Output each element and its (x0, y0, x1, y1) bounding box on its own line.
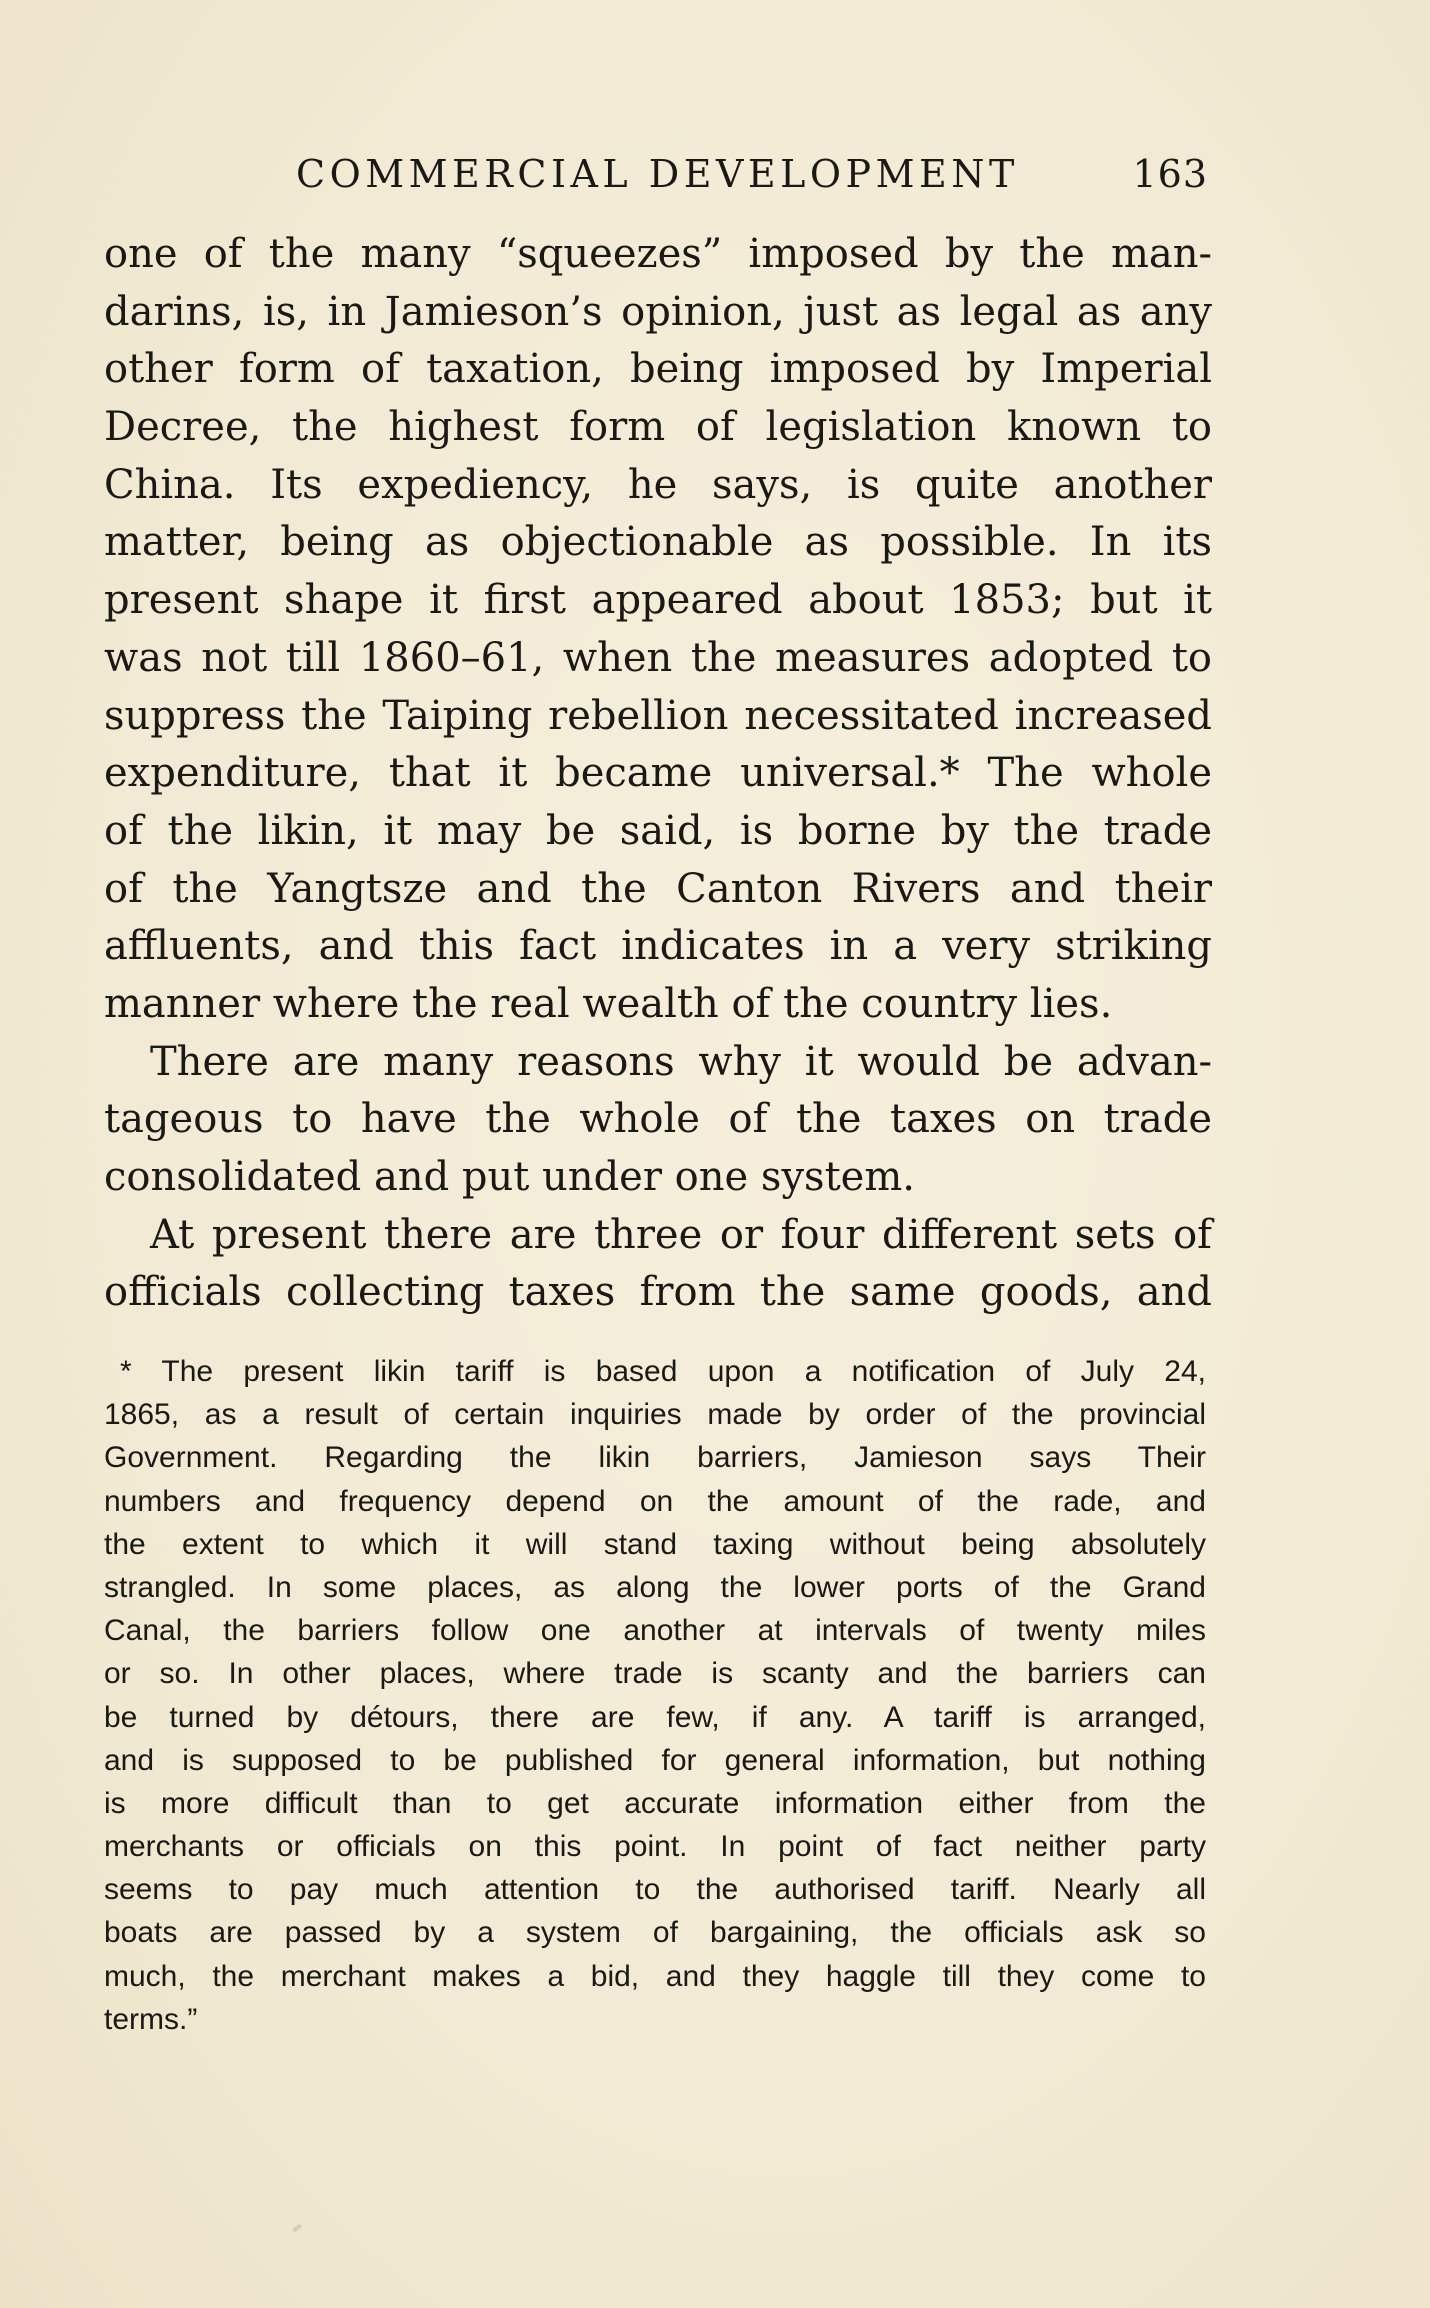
paper-speck (292, 2223, 302, 2232)
main-text (104, 226, 1212, 1322)
page-number: 163 (1132, 152, 1208, 196)
footnote-line: numbers and frequency depend on the amount of the rade, and (104, 1484, 1206, 1518)
text-line: present shape it first appeared about 1853; but it (104, 577, 1212, 624)
running-title: COMMERCIAL DEVELOPMENT (296, 152, 1019, 196)
footnote-line: Government. Regarding the likin barriers, Jamieson says Their (104, 1441, 1206, 1475)
text-line: officials collecting taxes from the same goods, and (104, 1269, 1212, 1316)
footnote-line: much, the merchant makes a bid, and they haggle till they come to (104, 1959, 1206, 1993)
footnote-line: * The present likin tariff is based upon a notification of July 24, (120, 1355, 1206, 1388)
footnote-line: and is supposed to be published for general information, but nothing (104, 1743, 1206, 1777)
text-line: of the likin, it may be said, is borne by the trade (104, 807, 1212, 854)
footnote-line: strangled. In some places, as along the lower ports of the Grand (104, 1570, 1206, 1604)
footnote-line: seems to pay much attention to the authorised tariff. Nearly all (104, 1873, 1206, 1907)
text-line: other form of taxation, being imposed by Imperial (104, 346, 1212, 393)
paragraph-start-line: At present there are three or four different sets of (150, 1211, 1212, 1258)
footnote-line: terms.” (104, 2002, 198, 2036)
text-line: affluents, and this fact indicates in a very striking (104, 923, 1212, 970)
footnote-line: boats are passed by a system of bargaining, the officials ask so (104, 1916, 1206, 1950)
footnote-line: Canal, the barriers follow one another at intervals of twenty miles (104, 1614, 1206, 1648)
text-line: suppress the Taiping rebellion necessitated increased (104, 692, 1212, 739)
text-line: of the Yangtsze and the Canton Rivers and their (104, 865, 1212, 912)
text-line: China. Its expediency, he says, is quite another (104, 461, 1212, 508)
text-line: manner where the real wealth of the country lies. (104, 980, 1113, 1027)
footnote-line: or so. In other places, where trade is scanty and the barriers can (104, 1657, 1206, 1691)
footnote-line: be turned by détours, there are few, if any. A tariff is arranged, (104, 1700, 1206, 1734)
paragraph-start-line: There are many reasons why it would be advan- (150, 1038, 1212, 1085)
text-line: was not till 1860–61, when the measures adopted to (104, 634, 1212, 681)
footnote (104, 1350, 1206, 2041)
footnote-line: 1865, as a result of certain inquiries made by order of the provincial (104, 1398, 1206, 1432)
footnote-line: is more difficult than to get accurate information either from the (104, 1786, 1206, 1820)
text-line: consolidated and put under one system. (104, 1154, 915, 1200)
text-line: tageous to have the whole of the taxes on trade (104, 1096, 1212, 1143)
text-line: matter, being as objectionable as possible. In its (104, 519, 1212, 566)
running-head (104, 152, 1224, 212)
text-line: one of the many “squeezes” imposed by the man- (104, 231, 1212, 277)
footnote-line: the extent to which it will stand taxing without being absolutely (104, 1527, 1206, 1561)
footnote-line: merchants or officials on this point. In point of fact neither party (104, 1830, 1206, 1864)
text-line: Decree, the highest form of legislation known to (104, 404, 1212, 451)
text-line: darins, is, in Jamieson’s opinion, just as legal as any (104, 288, 1212, 335)
text-line: expenditure, that it became universal.* The whole (104, 750, 1212, 797)
